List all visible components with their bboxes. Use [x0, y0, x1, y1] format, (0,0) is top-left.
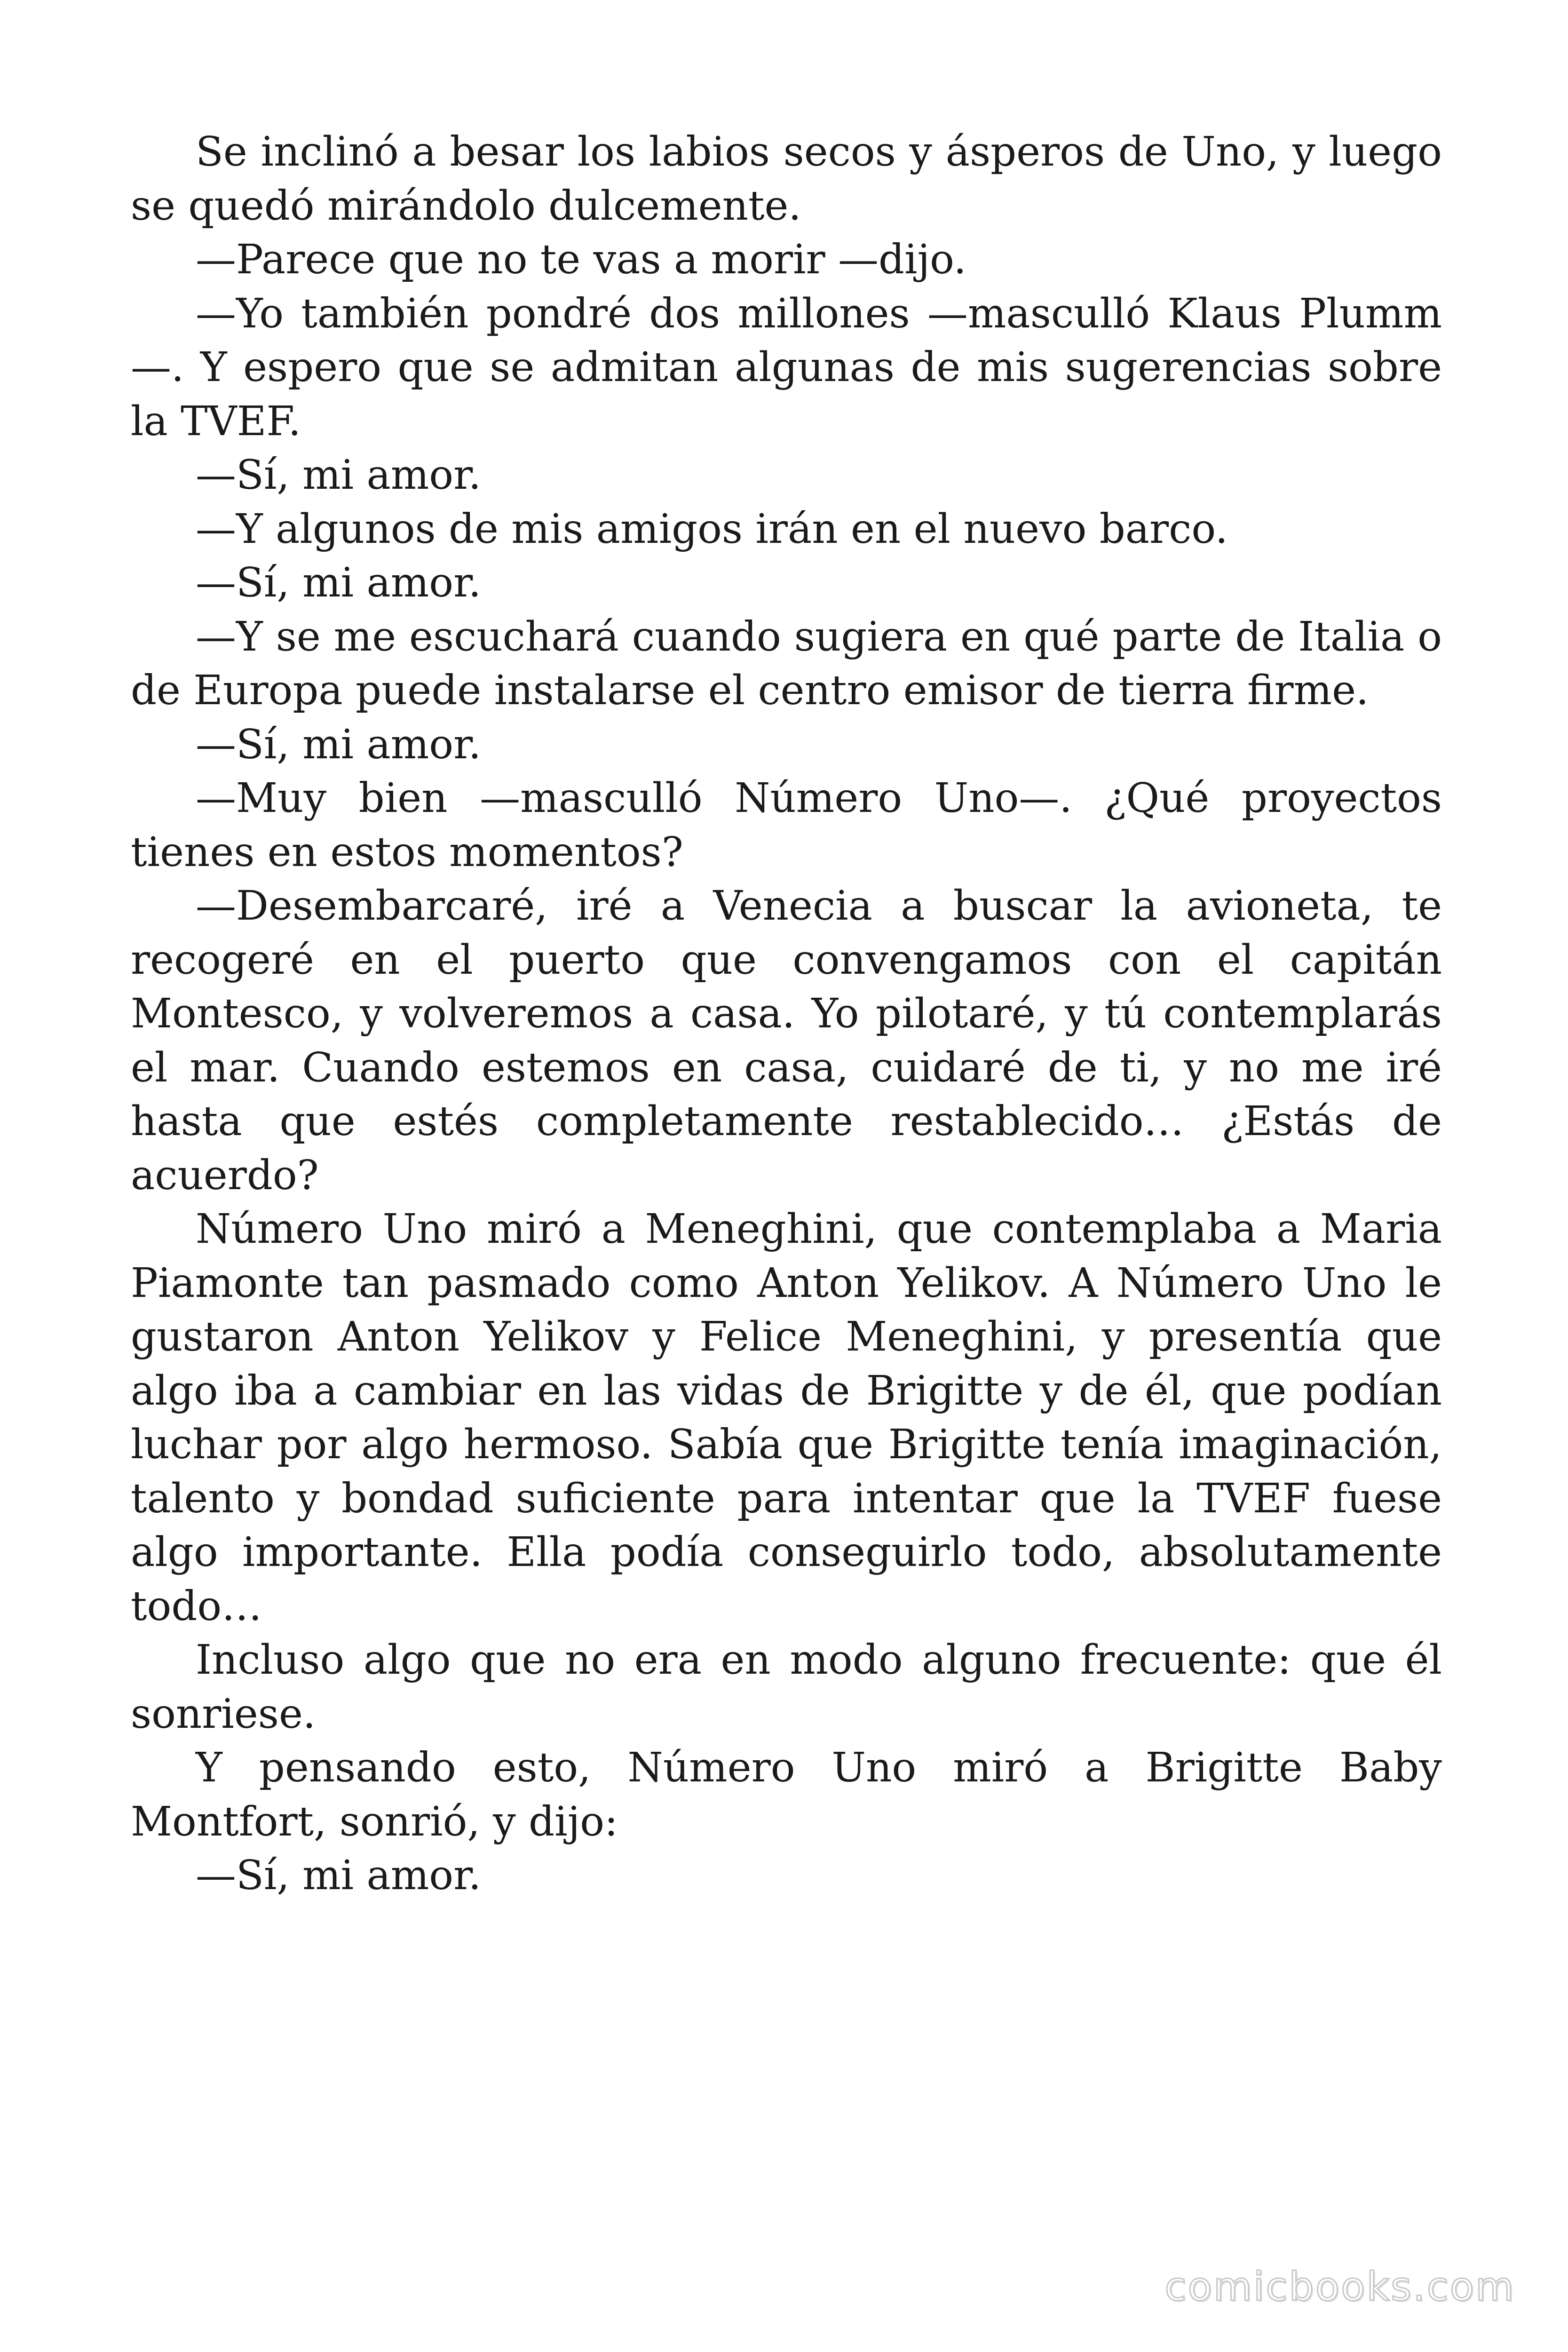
paragraph: Y pensando esto, Número Uno miró a Brigitte Baby Montfort, sonrió, y dijo:	[131, 1744, 1442, 1845]
paragraph: —Sí, mi amor.	[196, 559, 482, 606]
paragraph: Se inclinó a besar los labios secos y ásperos de Uno, y luego se quedó mirándolo dulcemente.	[131, 128, 1442, 230]
paragraph: —Yo también pondré dos millones —masculló Klaus Plumm—. Y espero que se admitan algunas de mis sugerencias sobre la TVEF.	[131, 290, 1442, 445]
paragraph: —Desembarcaré, iré a Venecia a buscar la avioneta, te recogeré en el puerto que convengamos con el capitán Montesco, y volveremos a casa. Yo pilotaré, y tú contemplarás el mar. Cuando estemos en casa, cuidaré de ti, y no me iré hasta que estés completamente restablecido… ¿Estás de acuerdo?	[131, 882, 1442, 1199]
paragraph: Número Uno miró a Meneghini, que contemplaba a Maria Piamonte tan pasmado como Anton Yelikov. A Número Uno le gustaron Anton Yelikov y Felice Meneghini, y presentía que algo iba a cambiar en las vidas de Brigitte y de él, que podían luchar por algo hermoso. Sabía que Brigitte tenía imaginación, talento y bondad suficiente para intentar que la TVEF fuese algo importante. Ella podía conseguirlo todo, absolutamente todo…	[131, 1206, 1442, 1630]
paragraph: —Sí, mi amor.	[196, 721, 482, 768]
paragraph: —Sí, mi amor.	[196, 1852, 482, 1899]
paragraph: —Y algunos de mis amigos irán en el nuevo barco.	[196, 505, 1228, 553]
body-text	[131, 125, 1442, 1903]
paragraph: —Sí, mi amor.	[196, 452, 482, 499]
paragraph: Incluso algo que no era en modo alguno frecuente: que él sonriese.	[131, 1637, 1442, 1738]
watermark: comicbooks.com	[1164, 2264, 1515, 2310]
paragraph: —Parece que no te vas a morir —dijo.	[196, 236, 966, 283]
paragraph: —Y se me escuchará cuando sugiera en qué parte de Italia o de Europa puede instalarse el centro emisor de tierra firme.	[131, 613, 1442, 714]
paragraph: —Muy bien —masculló Número Uno—. ¿Qué proyectos tienes en estos momentos?	[131, 775, 1442, 876]
